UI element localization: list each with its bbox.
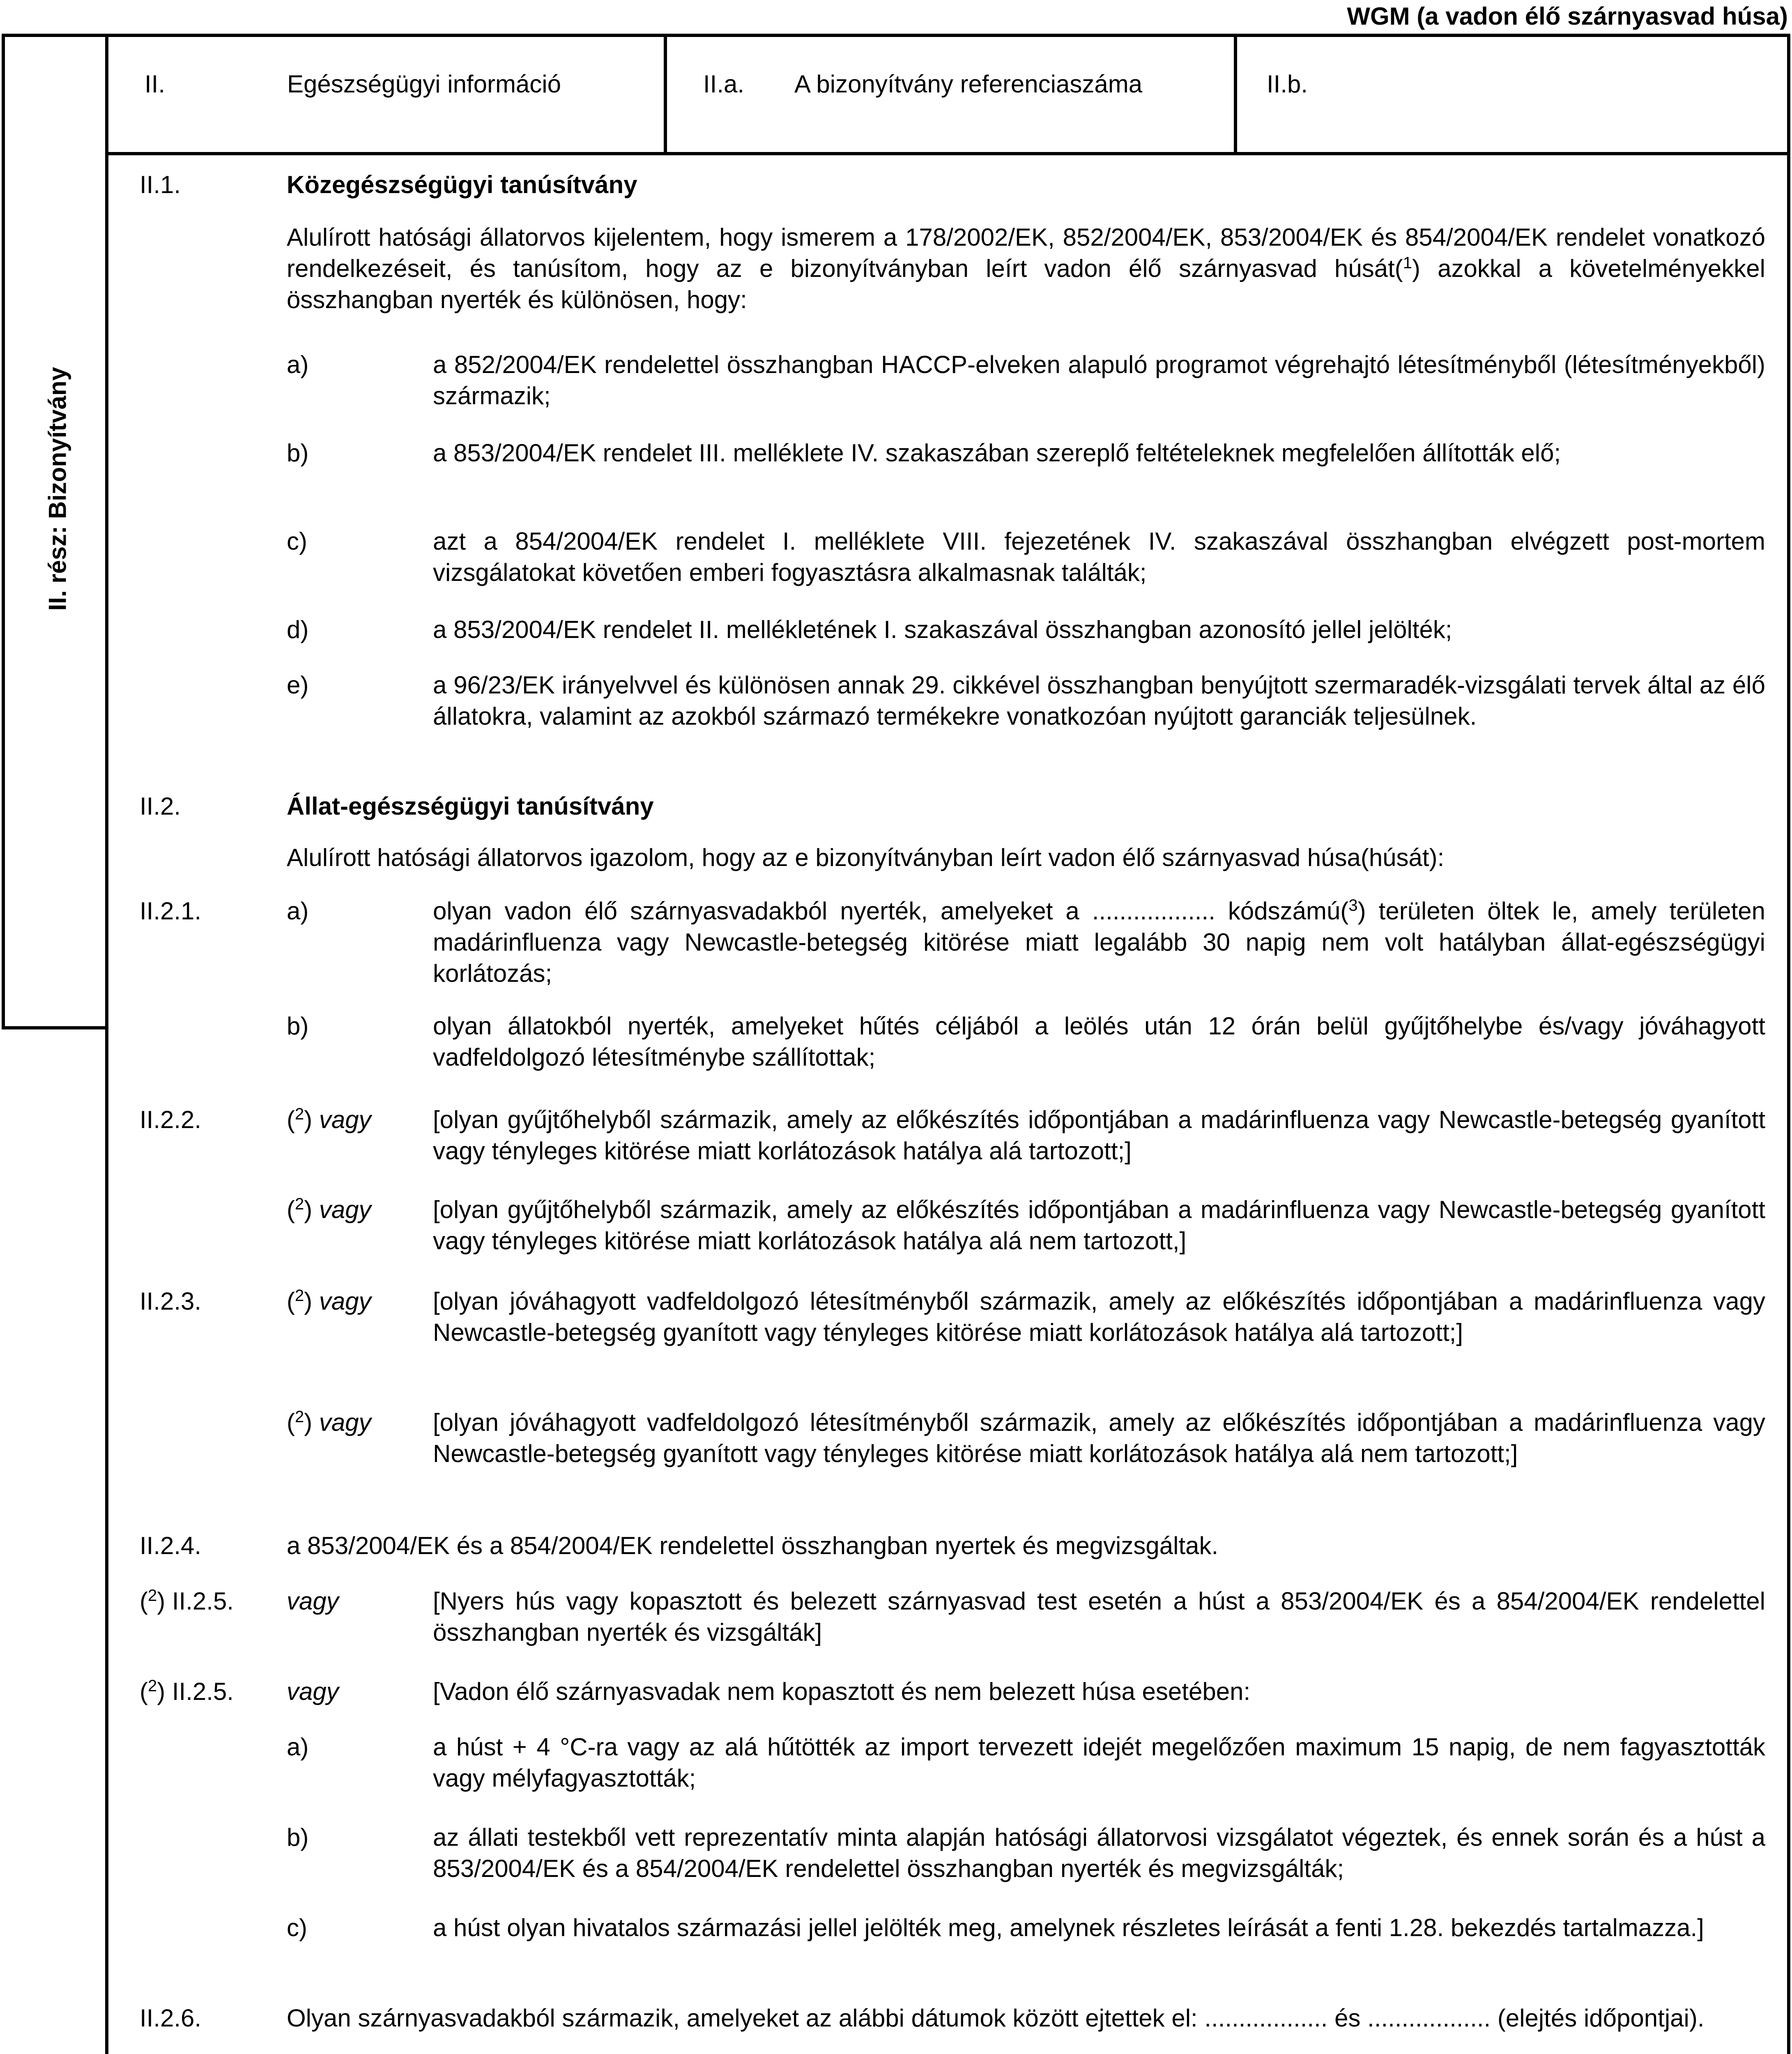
section-intro: Alulírott hatósági állatorvos igazolom, hogy az e bizonyítványban leírt vadon élő szárnyasvad húsa(húsát): xyxy=(287,844,1445,871)
side-label: II. rész: Bizonyítvány xyxy=(44,367,71,611)
option-text: [olyan jóváhagyott vadfeldolgozó létesítményből származik, amely az előkészítés időpontjában a madárinfluenza vagy Newcastle-betegség gyanított vagy tényleges kitörése miatt korlátozások hatálya alá nem tartozott;] xyxy=(433,1409,1765,1467)
list-item: olyan állatokból nyerték, amelyeket hűtés céljából a leölés után 12 órán belül gyűjtőhelybe és/vagy jóváhagyott vadfeldolgozó létesítménybe szállítottak; xyxy=(433,1012,1765,1071)
option-label: ($^2$) vagy xyxy=(287,1408,371,1436)
item-label: a) xyxy=(287,351,309,378)
option-label: ($^2$) vagy xyxy=(287,1287,371,1315)
section-number: II.2.1. xyxy=(140,897,202,925)
option-text: [Vadon élő szárnyasvadak nem kopasztott és nem belezett húsa esetében: xyxy=(433,1678,1251,1705)
col3-number: II.b. xyxy=(1267,70,1308,98)
header-row xyxy=(108,37,1787,155)
col1-label: Egészségügyi információ xyxy=(287,70,561,98)
section-number: II.2.3. xyxy=(140,1287,202,1315)
list-item: a húst + 4 °C-ra vagy az alá hűtötték az import tervezett idejét megelőzően maximum 15 napig, de nem fagyasztották vagy mélyfagyasztották; xyxy=(433,1733,1765,1792)
header-divider xyxy=(664,37,667,152)
list-item: a 853/2004/EK rendelet II. mellékletének I. szakaszával összhangban azonosító jellel jelölték; xyxy=(433,616,1452,643)
item-label: b) xyxy=(287,1824,309,1851)
option-text: [Nyers hús vagy kopasztott és belezett szárnyasvad test esetén a húst a 853/2004/EK és a 854/2004/EK rendelettel összhangban nyerték és vizsgálták] xyxy=(433,1587,1765,1646)
item-label: d) xyxy=(287,616,309,643)
list-item: olyan vadon élő szárnyasvadakból nyerték, amelyeket a .................. kódszámú($^3$) területen öltek le, amely területen madárinfluenza vagy Newcastle-betegség kitörése miatt legalább 30 napig nem volt hatályban állat-egészségügyi korlátozás; xyxy=(433,896,1765,987)
item-label: a) xyxy=(287,897,309,925)
section-text: a 853/2004/EK és a 854/2004/EK rendelettel összhangban nyertek és megvizsgáltak. xyxy=(287,1532,1219,1559)
list-item: az állati testekből vett reprezentatív minta alapján hatósági állatorvosi vizsgálatot végeztek, és ennek során és a húst a 853/2004/EK és a 854/2004/EK rendelettel összhangban nyerték és megvizsgálták; xyxy=(433,1824,1765,1882)
section-text: Olyan szárnyasvadakból származik, amelyeket az alábbi dátumok között ejtettek el: .................. és .................. (elejtés időpontjai). xyxy=(287,2004,1705,2032)
item-label: c) xyxy=(287,1914,307,1941)
side-panel xyxy=(2,34,107,1029)
item-label: b) xyxy=(287,439,309,467)
header-divider xyxy=(1234,37,1237,152)
option-label: vagy xyxy=(287,1678,339,1705)
item-label: a) xyxy=(287,1733,309,1761)
option-label: ($^2$) vagy xyxy=(287,1195,371,1223)
section-intro: Alulírott hatósági állatorvos kijelentem, hogy ismerem a 178/2002/EK, 852/2004/EK, 853/2004/EK és 854/2004/EK rendelet vonatkozó rendelkezéseit, és tanúsítom, hogy az e bizonyítványban leírt vadon élő szárnyasvad húsát($^1$) azokkal a követelményekkel összhangban nyerték és különösen, hogy: xyxy=(287,223,1765,313)
section-number: II.2.6. xyxy=(140,2004,202,2032)
item-label: c) xyxy=(287,527,307,555)
document-title: WGM (a vadon élő szárnyasvad húsa) xyxy=(1347,2,1788,30)
option-label: vagy xyxy=(287,1587,339,1615)
list-item: a 96/23/EK irányelvvel és különösen annak 29. cikkével összhangban benyújtott szermaradék-vizsgálati tervek által az élő állatokra, valamint az azokból származó termékekre vonatkozóan nyújtott garanciák teljesülnek. xyxy=(433,671,1765,730)
section-number: II.2. xyxy=(140,792,181,820)
list-item: azt a 854/2004/EK rendelet I. melléklete VIII. fejezetének IV. szakaszával összhangban elvégzett post-mortem vizsgálatokat követően emberi fogyasztásra alkalmasnak találták; xyxy=(433,527,1765,586)
section-number: II.2.4. xyxy=(140,1532,202,1559)
section-number: II.1. xyxy=(140,171,181,198)
section-number: ($^2$) II.2.5. xyxy=(140,1587,234,1615)
list-item: a húst olyan hivatalos származási jellel jelölték meg, amelynek részletes leírását a fenti 1.28. bekezdés tartalmazza.] xyxy=(433,1914,1704,1941)
item-label: e) xyxy=(287,671,309,699)
list-item: a 853/2004/EK rendelet III. melléklete IV. szakaszában szereplő feltételeknek megfelelően állították elő; xyxy=(433,439,1561,467)
list-item: a 852/2004/EK rendelettel összhangban HACCP-elveken alapuló programot végrehajtó létesítményből (létesítményekből) származik; xyxy=(433,351,1765,410)
col2-number: II.a. xyxy=(703,70,745,98)
section-number: II.2.2. xyxy=(140,1106,202,1133)
option-label: ($^2$) vagy xyxy=(287,1105,371,1133)
col2-label: A bizonyítvány referenciaszáma xyxy=(794,70,1143,98)
section-number: ($^2$) II.2.5. xyxy=(140,1677,234,1705)
col1-number: II. xyxy=(145,70,166,98)
option-text: [olyan gyűjtőhelyből származik, amely az előkészítés időpontjában a madárinfluenza vagy Newcastle-betegség gyanított vagy tényleges kitörése miatt korlátozások hatálya alá nem tartozott,] xyxy=(433,1196,1765,1255)
certificate-frame xyxy=(105,34,1790,2054)
option-text: [olyan jóváhagyott vadfeldolgozó létesítményből származik, amely az előkészítés időpontjában a madárinfluenza vagy Newcastle-betegség gyanított vagy tényleges kitörése miatt korlátozások hatálya alá tartozott;] xyxy=(433,1287,1765,1346)
section-title: Állat-egészségügyi tanúsítvány xyxy=(287,792,654,820)
section-title: Közegészségügyi tanúsítvány xyxy=(287,171,637,198)
item-label: b) xyxy=(287,1012,309,1040)
option-text: [olyan gyűjtőhelyből származik, amely az előkészítés időpontjában a madárinfluenza vagy Newcastle-betegség gyanított vagy tényleges kitörése miatt korlátozások hatálya alá tartozott;] xyxy=(433,1106,1765,1165)
